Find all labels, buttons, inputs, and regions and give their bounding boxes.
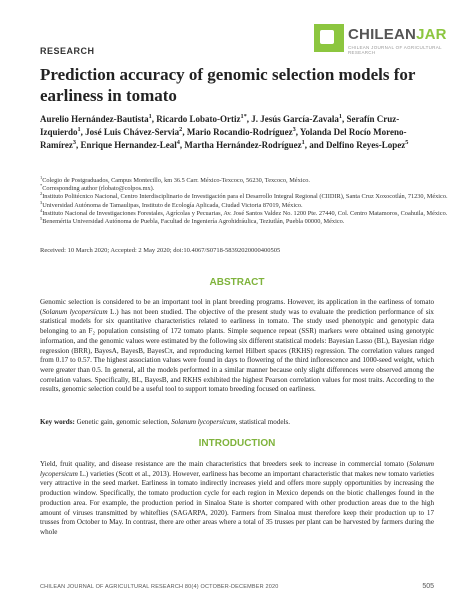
footer-journal: CHILEAN JOURNAL OF AGRICULTURAL RESEARCH 80(4) OCTOBER-DECEMBER 2020 xyxy=(40,584,279,590)
author-name: Aurelio Hernández-Bautista xyxy=(40,114,149,124)
author-name: J. Jesús García-Zavala xyxy=(251,114,339,124)
author-affiliation-mark: 1* xyxy=(240,113,247,120)
affiliation-mark: 2 xyxy=(40,191,43,197)
logo-wordmark: CHILEANJAR xyxy=(348,26,447,43)
author-affiliation-mark: 2 xyxy=(179,126,183,133)
author-affiliation-mark: 1 xyxy=(301,139,305,146)
affiliation-text: Benemérita Universidad Autónoma de Puebla, Facultad de Ingeniería Agrohidráulica, Teziutlán, Puebla 00000, México. xyxy=(42,218,345,226)
text-run: Genetic gain, genomic selection, xyxy=(74,418,172,426)
author-affiliation-mark: 1 xyxy=(77,126,81,133)
jar-logo-icon xyxy=(314,24,344,52)
affiliation-mark: 5 xyxy=(40,215,43,221)
affiliation-mark: * xyxy=(40,183,43,189)
introduction-text xyxy=(40,460,434,538)
keywords-text xyxy=(75,418,290,426)
logo-tagline: CHILEAN JOURNAL OF AGRICULTURAL RESEARCH xyxy=(348,45,442,55)
author-affiliation-mark: 1 xyxy=(148,113,152,120)
affiliation-item xyxy=(40,215,450,226)
journal-logo xyxy=(314,24,454,56)
author-affiliation-mark: 3 xyxy=(292,126,296,133)
affiliation-mark: 3 xyxy=(40,199,43,205)
author-name: Martha Hernández-Rodríguez xyxy=(184,140,302,150)
text-run: , statistical models. xyxy=(235,418,291,426)
page-number: 505 xyxy=(422,583,434,590)
author-name: José Luis Chávez-Servia xyxy=(85,127,180,137)
author-name: Serafín Cruz-Izquierdo xyxy=(40,114,400,137)
author-affiliation-mark: 1 xyxy=(338,113,343,120)
text-run: Solanum lycopersicum xyxy=(42,307,108,316)
abstract-heading: ABSTRACT xyxy=(209,277,265,288)
text-run: L.) varieties (Scott et al., 2013). However, earliness has become an important characteristic that makes new tomato varieties very attractive in the seed market. Earliness in tomato indirectly increases yield and offers more supply opportunities by increasing the production window. Specifically, the tomato production cycle for each region in Mexico depends on the biotic challenges found in the production area. For example, the production period in Sinaloa State is shorter compared with other production areas due to the high amount of viruses transmitted by whiteflies (SAGARPA, 2020). Farmers from Sinaloa must therefore keep their production up to 17 trusses from October to May. In contrast, there are other areas where a total of 35 trusses per plant can be harvested by farmers during the whole xyxy=(40,469,434,536)
text-run: L.) has not been studied. The objective of the present study was to evaluate the prediction performance of six statistical models for six quantitative characteristics related to earliness in tomato. The study used phenotypic and genotypic data belonging to an F₂ population consisting of 172 tomato plants. Simple sequence repeat (SSR) markers were obtained using genotypic information, and the genomic values were estimated by the following six different statistical models: Bayesian Lasso (BL), Bayesian ridge regression (BRR), BayesA, BayesB, BayesCπ, and reproducing kernel Hilbert spaces (RKHS) regression. The correlation values ranged from 0.17 to 0.57. The highest association values were found in days to flowering of the third inflorescence and 1000-seed weight, which were greater than 0.5. In general, all the models performed in a similar manner because only slight differences were observed among the correlation values. Specifically, BL, BayesB, and RKHS exhibited the highest Pearson correlation values for most traits. According to the results, genomic selection could be a useful tool to support tomato breeding focused on earliness. xyxy=(40,307,434,394)
author-name: and Delfino Reyes-Lopez xyxy=(309,140,406,150)
affiliation-mark: 4 xyxy=(40,207,43,213)
affiliation-text: Corresponding author (rlobato@colpos.mx). xyxy=(42,185,155,193)
received-accepted-doi: Received: 10 March 2020; Accepted: 2 May 2020; doi:10.4067/S0718-58392020000400505 xyxy=(40,247,281,254)
affiliation-item xyxy=(40,207,450,218)
affiliation-text: Instituto Nacional de Investigaciones Forestales, Agrícolas y Pecuarias, Av. José Santos Valdez No. 1200 Pte. 27440, Col. Centro Matamoros, Coahuila, México. xyxy=(42,209,448,217)
text-run: Solanum lycopersicum xyxy=(40,460,434,478)
affiliations xyxy=(40,174,450,226)
affiliation-item xyxy=(40,193,450,201)
text-run: Genomic selection is considered to be an important tool in plant breeding programs. However, its application in the earliness of tomato ( xyxy=(40,298,434,316)
text-run: Solanum lycopersicum xyxy=(171,418,236,426)
affiliation-mark: 1 xyxy=(40,174,43,180)
abstract-text xyxy=(40,298,434,395)
paper-title: Prediction accuracy of genomic selection models for earliness in tomato xyxy=(40,65,416,105)
affiliation-text: Instituto Politécnico Nacional, Centro Interdisciplinario de Investigación para el Desarrollo Integral Regional (CIIDIR), Santa Cruz Xoxocotlán, 71230, México. xyxy=(42,193,448,201)
affiliation-item xyxy=(40,199,450,210)
author-list: Aurelio Hernández-Bautista$^1$, Ricardo Lobato-Ortiz$^{1*}$, J. Jesús García-Zavala$^1$, Serafín Cruz-Izquierdo$^1$, José Luis Chávez-Servia$^2$, Mario Rocandio-Rodríguez$^3$, Yolanda Del Rocío Moreno-Ramírez$^3$, Enrique Hernandez-Leal$^4$, Martha Hernández-Rodríguez$^1$, and Delfino Reyes-Lopez$^5$ xyxy=(40,113,409,150)
author-affiliation-mark: 4 xyxy=(176,139,180,146)
author-name: Mario Rocandio-Rodríguez xyxy=(186,127,293,137)
author-affiliation-mark: 3 xyxy=(72,139,76,146)
keywords-label: Key words: xyxy=(40,418,75,426)
introduction-heading: INTRODUCTION xyxy=(198,438,276,449)
affiliation-item xyxy=(40,174,450,185)
author-name: Enrique Hernandez-Leal xyxy=(80,140,177,150)
author-name: Yolanda Del Rocío Moreno-Ramírez xyxy=(40,127,407,150)
affiliation-text: Colegio de Postgraduados, Campus Montecillo, km 36.5 Carr. México-Texcoco, 56230, Texcoco, México. xyxy=(42,177,310,184)
text-run: Yield, fruit quality, and disease resistance are the main characteristics that breeders seek to increase in commercial tomato ( xyxy=(40,460,410,468)
affiliation-text: Universidad Autónoma de Tamaulipas, Instituto de Ecología Aplicada, Ciudad Victoria 87019, México. xyxy=(42,201,303,209)
keywords xyxy=(40,418,434,426)
section-label: RESEARCH xyxy=(40,46,95,56)
author-name: Ricardo Lobato-Ortiz xyxy=(156,114,241,124)
author-affiliation-mark: 5 xyxy=(405,139,409,146)
